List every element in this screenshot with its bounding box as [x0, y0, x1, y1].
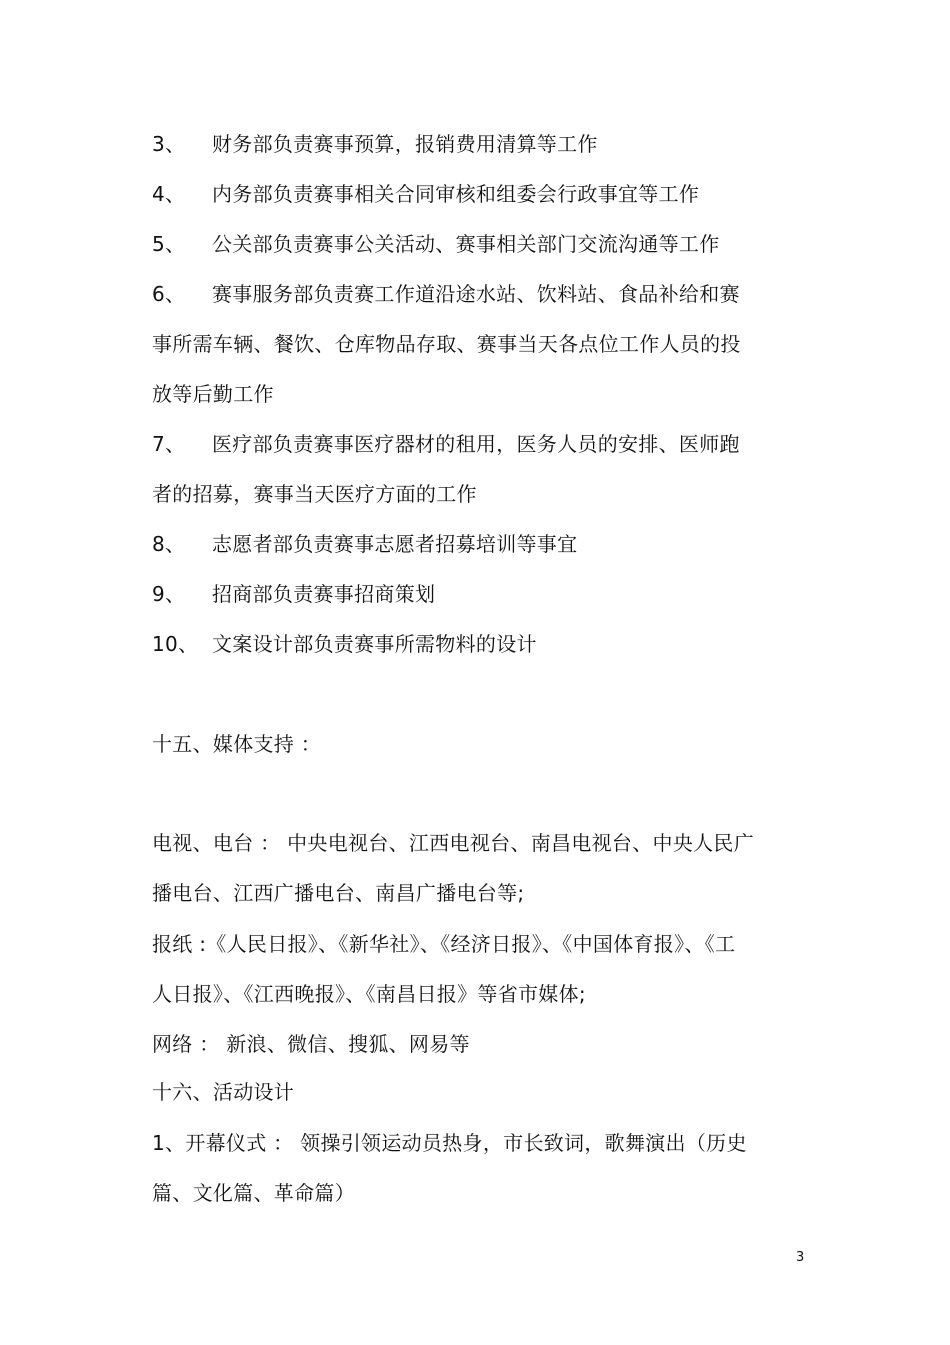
- list-item-number: 4、: [152, 182, 186, 206]
- list-item: [152, 280, 740, 308]
- list-item: [152, 130, 598, 158]
- list-item-number: 5、: [152, 232, 186, 256]
- list-item-number: 6、: [152, 282, 186, 306]
- list-item-text: 赛事服务部负责赛工作道沿途水站、饮料站、食品补给和赛: [212, 282, 740, 306]
- page-number: 3: [796, 1250, 805, 1265]
- list-item: [152, 630, 537, 658]
- list-item: [152, 530, 577, 558]
- paragraph-line: 篇、文化篇、革命篇）: [152, 1181, 355, 1205]
- list-item-number: 3、: [152, 132, 186, 156]
- list-item-text: 内务部负责赛事相关合同审核和组委会行政事宜等工作: [212, 182, 700, 206]
- list-item: [152, 580, 435, 608]
- list-item-continuation: 放等后勤工作: [152, 382, 274, 406]
- list-item-text: 公关部负责赛事公关活动、赛事相关部门交流沟通等工作: [212, 232, 720, 256]
- list-item-text: 志愿者部负责赛事志愿者招募培训等事宜: [212, 532, 578, 556]
- section-heading: 十六、活动设计: [152, 1080, 295, 1104]
- paragraph-line: 网络 ： 新浪、微信、搜狐、网易等: [152, 1032, 470, 1056]
- list-item: [152, 230, 720, 258]
- list-item-number: 8、: [152, 532, 186, 556]
- list-item-text: 财务部负责赛事预算，报销费用清算等工作: [212, 132, 598, 156]
- list-item: [152, 430, 740, 458]
- paragraph-line: 电视、电台 ： 中央电视台、江西电视台、南昌电视台、中央人民广: [152, 831, 755, 855]
- list-item-text: 医疗部负责赛事医疗器材的租用，医务人员的安排、医师跑: [212, 432, 740, 456]
- list-item-number: 10、: [152, 632, 199, 656]
- section-heading: 十五、媒体支持 ：: [152, 732, 322, 756]
- list-item: [152, 180, 699, 208]
- list-item-continuation: 者的招募，赛事当天医疗方面的工作: [152, 482, 477, 506]
- list-item-continuation: 事所需车辆、餐饮、仓库物品存取、赛事当天各点位工作人员的投: [152, 332, 741, 356]
- paragraph-line: 人日报》、《江西晚报》、《南昌日报》等省市媒体;: [152, 982, 586, 1006]
- paragraph-line: 播电台、江西广播电台、南昌广播电台等;: [152, 881, 525, 905]
- list-item-text: 文案设计部负责赛事所需物料的设计: [212, 632, 537, 656]
- list-item-number: 9、: [152, 582, 186, 606]
- list-item-text: 招商部负责赛事招商策划: [212, 582, 436, 606]
- list-item-number: 7、: [152, 432, 186, 456]
- paragraph-line: 1、开幕仪式 ： 领操引领运动员热身，市长致词，歌舞演出（历史: [152, 1131, 747, 1155]
- paragraph-line: 报纸 :《人民日报》、《新华社》、《经济日报》、《中国体育报》、《工: [152, 932, 736, 956]
